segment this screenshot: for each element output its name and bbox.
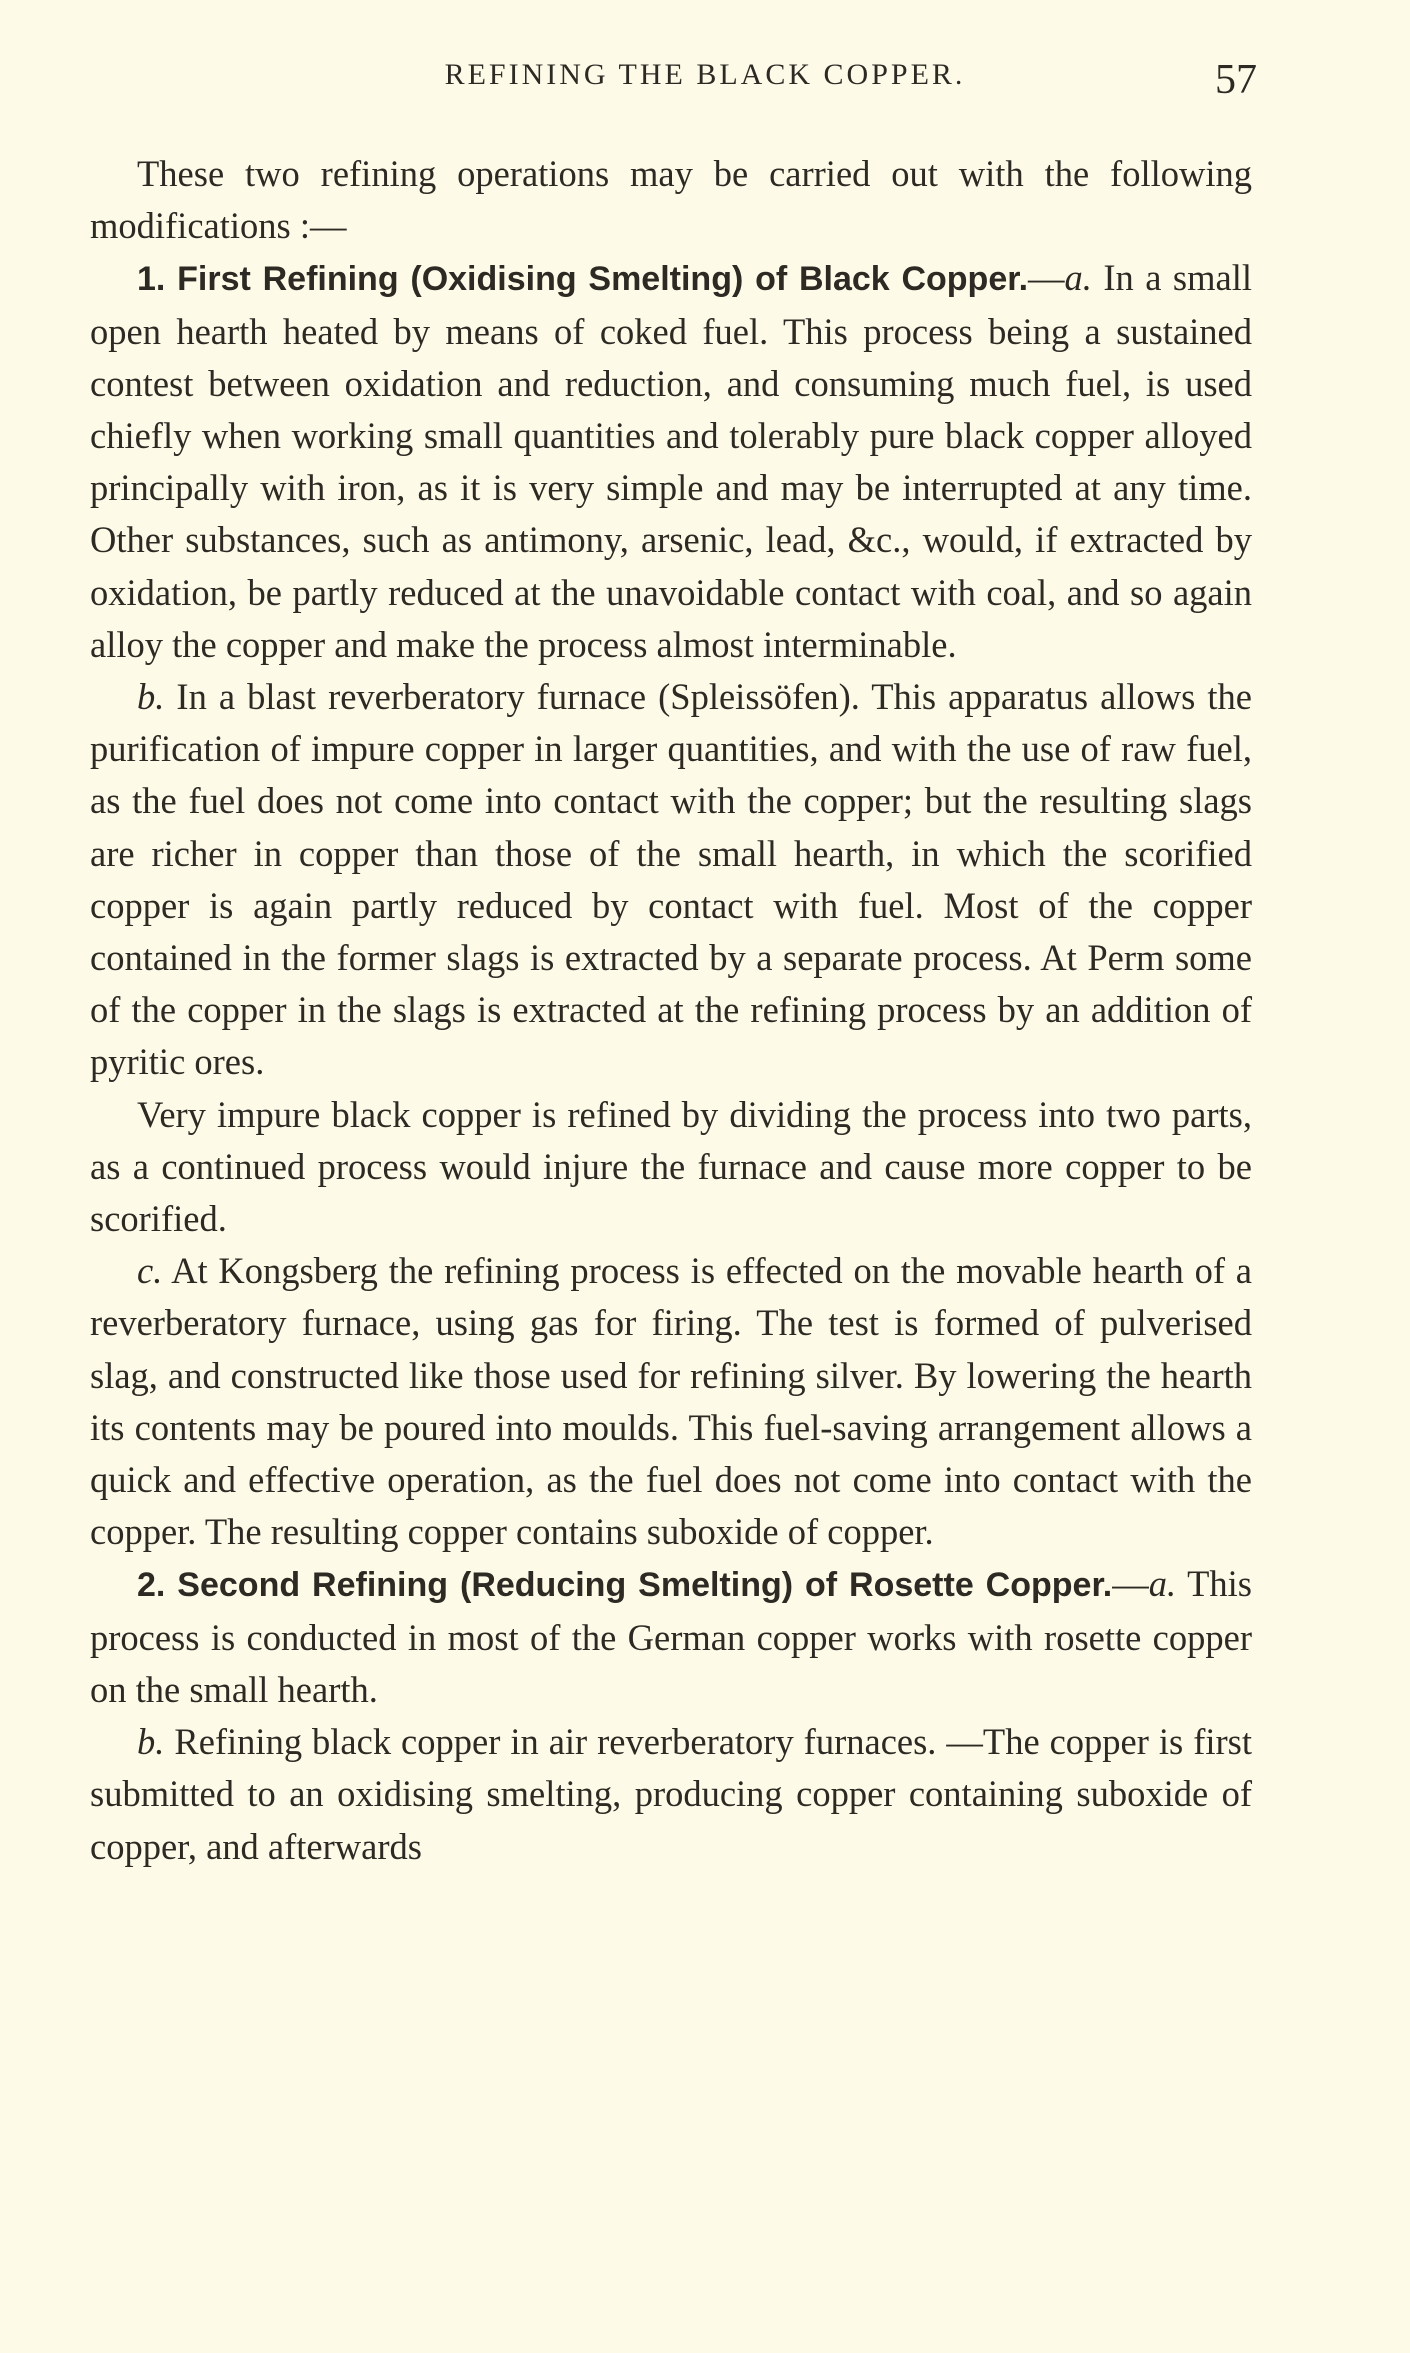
item-letter-a: a. — [1148, 1563, 1177, 1605]
paragraph-text: In a blast reverberatory furnace (Spleissöfen). This apparatus allows the purification of impure copper in larger quantities, and with the use of raw fuel, as the fuel does not come into contact with the copper; but the resulting slags are richer in copper than those of the small hearth, in which the scorified copper is again partly reduced by contact with fuel. Most of the copper contained in the former slags is extracted by a separate process. At Perm some of the copper in the slags is extracted at the refining process by an addition of pyritic ores. — [90, 676, 1252, 1083]
paragraph-text: This process is conducted in most of the German copper works with rosette copper on the small hearth. — [90, 1563, 1253, 1710]
paragraph-text: In a small open hearth heated by means of coked fuel. This process being a sustained contest between oxidation and reduction, and consuming much fuel, is used chiefly when working small quantities and tolerably pure black copper alloyed principally with iron, as it is very simple and may be interrupted at any time. Other substances, such as antimony, arsenic, lead, &c., would, if extracted by oxidation, be partly reduced at the unavoidable contact with coal, and so again alloy the copper and make the process almost interminable. — [90, 257, 1253, 665]
paragraph-kongsberg — [90, 1245, 1252, 1558]
running-head: REFINING THE BLACK COPPER. — [444, 58, 966, 91]
section-heading-second-refining: 2. Second Refining (Reducing Smelting) of Rosette Copper. — [137, 1566, 1113, 1605]
section-heading-first-refining: 1. First Refining (Oxidising Smelting) of Black Copper. — [137, 260, 1029, 299]
paragraph-impure-copper: Very impure black copper is refined by dividing the process into two parts, as a continued process would injure the furnace and cause more copper to be scorified. — [90, 1093, 1252, 1240]
paragraph-air-reverberatory — [90, 1716, 1252, 1873]
item-letter-b: b. — [137, 1721, 165, 1763]
paragraph-first-refining: 1. First Refining (Oxidising Smelting) of Black Copper.—a. In a small open hearth heated by means of coked fuel. This process being a sustained contest between oxidation and reduction, and consuming much fuel, is used chiefly when working small quantities and tolerably pure black copper alloyed principally with iron, as it is very simple and may be interrupted at any time. Other substances, such as antimony, arsenic, lead, &c., would, if extracted by oxidation, be partly reduced at the unavoidable contact with coal, and so again alloy the copper and make the process almost interminable. — [90, 257, 1253, 665]
paragraph-text: At Kongsberg the refining process is effected on the movable hearth of a reverberatory furnace, using gas for firing. The test is formed of pulverised slag, and constructed like those used for refining silver. By lowering the hearth its contents may be poured into moulds. This fuel-saving arrangement allows a quick and effective operation, as the fuel does not come into contact with the copper. The resulting copper contains suboxide of copper. — [90, 1250, 1252, 1553]
paragraph-intro: These two refining operations may be carried out with the following modifications :— — [90, 153, 1252, 247]
page-number: 57 — [1215, 57, 1257, 103]
body-text — [90, 148, 1252, 1873]
item-letter-a: a. — [1064, 257, 1092, 299]
paragraph-second-refining: 2. Second Refining (Reducing Smelting) of Rosette Copper.—a. This process is conducted in most of the German copper works with rosette copper on the small hearth. — [90, 1563, 1253, 1710]
item-letter-c: c. — [137, 1250, 163, 1292]
paragraph-blast-furnace — [90, 671, 1252, 1089]
paragraph-text: Refining black copper in air reverberatory furnaces. —The copper is first submitted to an oxidising smelting, producing copper containing suboxide of copper, and afterwards — [90, 1721, 1252, 1867]
item-letter-b: b. — [137, 676, 165, 718]
